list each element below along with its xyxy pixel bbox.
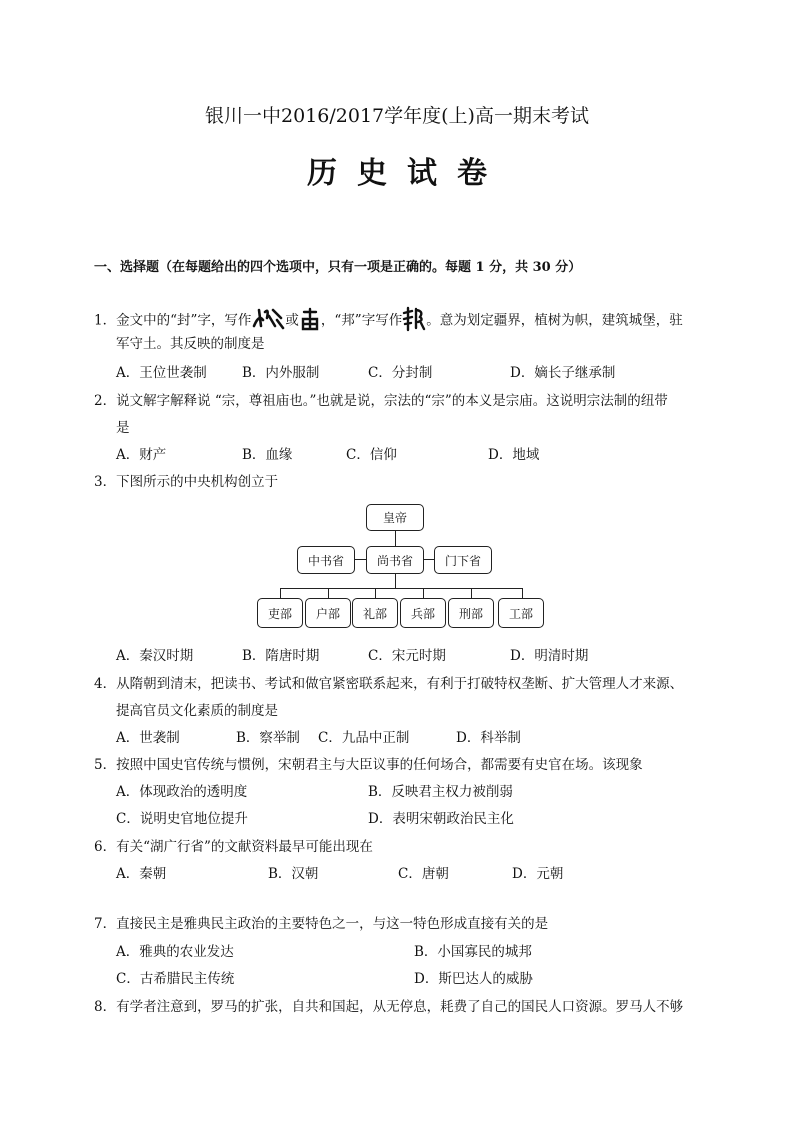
q5-option-b: B．反映君主权力被削弱	[368, 784, 513, 800]
question-text-or: 或	[285, 312, 299, 329]
question-7-line-1	[94, 912, 548, 932]
q1-option-a: A．王位世袭制	[116, 365, 207, 381]
org-node-shangshu: 尚书省	[366, 546, 424, 574]
q6-option-c: C．唐朝	[398, 866, 449, 882]
q3-option-d: D．明清时期	[510, 648, 589, 664]
section-heading: 一、选择题（在每题给出的四个选项中，只有一项是正确的。每题 1 分，共 30 分）	[94, 260, 582, 275]
org-node-gongbu: 工部	[498, 598, 544, 628]
bronze-script-bang-glyph	[402, 306, 426, 336]
question-text: ，“邦”字写作	[320, 312, 403, 329]
question-text: 有学者注意到，罗马的扩张，自共和国起，从无停息，耗费了自己的国民人口资源。罗马人不够	[116, 999, 684, 1015]
q2-option-c: C．信仰	[346, 447, 397, 463]
question-4-line-1	[94, 672, 683, 692]
question-text: 有关“湖广行省”的文献资料最早可能出现在	[116, 839, 373, 855]
question-text: 说文解字解释说 “宗，尊祖庙也。”也就是说，宗法的“宗”的本义是宗庙。这说明宗法制的纽带	[116, 393, 668, 409]
question-number: 3．	[94, 474, 117, 490]
question-number: 1．	[94, 312, 117, 329]
q4-option-b: B．察举制	[236, 730, 300, 746]
q4-option-c: C．九品中正制	[318, 730, 410, 746]
question-4-line-2: 提高官员文化素质的制度是	[116, 703, 278, 719]
q5-option-d: D．表明宋朝政治民主化	[368, 811, 514, 827]
q3-option-c: C．宋元时期	[368, 648, 446, 664]
org-connector	[280, 588, 281, 598]
question-8-line-1	[94, 995, 683, 1015]
q2-option-b: B．血缘	[242, 447, 293, 463]
org-node-libu-rites: 礼部	[352, 598, 398, 628]
question-2-line-2: 是	[116, 420, 130, 436]
question-3-line-1	[94, 470, 278, 490]
org-connector	[395, 574, 396, 588]
exam-subtitle: 历史试卷	[307, 156, 507, 191]
exam-title: 银川一中2016/2017学年度(上)高一期末考试	[205, 105, 589, 127]
q1-option-d: D．嫡长子继承制	[510, 365, 616, 381]
q2-option-d: D．地域	[488, 447, 540, 463]
org-connector	[424, 559, 434, 560]
q6-option-d: D．元朝	[512, 866, 564, 882]
q7-option-d: D．斯巴达人的威胁	[414, 971, 533, 987]
org-connector	[522, 588, 523, 598]
org-node-hubu: 户部	[305, 598, 351, 628]
bronze-script-feng-glyph-2	[299, 307, 321, 335]
q6-option-b: B．汉朝	[268, 866, 319, 882]
q4-option-d: D．科举制	[456, 730, 521, 746]
q6-option-a: A．秦朝	[116, 866, 167, 882]
q5-option-a: A．体现政治的透明度	[116, 784, 248, 800]
question-number: 2．	[94, 393, 117, 409]
q7-option-b: B．小国寡民的城邦	[414, 944, 532, 960]
question-text: 从隋朝到清末，把读书、考试和做官紧密联系起来，有利于打破特权垄断、扩大管理人才来源、	[116, 676, 684, 692]
org-connector	[355, 559, 366, 560]
org-connector	[280, 588, 523, 589]
q4-option-a: A．世袭制	[116, 730, 180, 746]
q1-option-c: C．分封制	[368, 365, 433, 381]
question-number: 7．	[94, 916, 117, 932]
question-text: 下图所示的中央机构创立于	[116, 474, 279, 490]
org-connector	[328, 588, 329, 598]
question-5-line-1	[94, 753, 643, 773]
org-node-zhongshu: 中书省	[297, 546, 355, 574]
question-6-line-1	[94, 835, 373, 855]
org-connector	[423, 588, 424, 598]
q3-option-a: A．秦汉时期	[116, 648, 194, 664]
q2-option-a: A．财产	[116, 447, 167, 463]
org-connector	[375, 588, 376, 598]
org-node-libu-personnel: 吏部	[257, 598, 303, 628]
q7-option-c: C．古希腊民主传统	[116, 971, 235, 987]
org-connector	[395, 531, 396, 546]
question-text: 按照中国史官传统与惯例，宋朝君主与大臣议事的任何场合，都需要有史官在场。该现象	[116, 757, 643, 773]
question-text: 直接民主是雅典民主政治的主要特色之一，与这一特色形成直接有关的是	[116, 916, 549, 932]
question-2-line-1	[94, 389, 668, 409]
question-text: 金文中的“封”字，写作	[116, 312, 252, 329]
org-connector	[471, 588, 472, 598]
q7-option-a: A．雅典的农业发达	[116, 944, 234, 960]
q1-option-b: B．内外服制	[242, 365, 320, 381]
org-node-menxia: 门下省	[434, 546, 492, 574]
question-number: 6．	[94, 839, 117, 855]
question-number: 5．	[94, 757, 117, 773]
org-node-bingbu: 兵部	[400, 598, 446, 628]
q5-option-c: C．说明史官地位提升	[116, 811, 248, 827]
q3-option-b: B．隋唐时期	[242, 648, 320, 664]
question-number: 8．	[94, 999, 117, 1015]
org-node-emperor: 皇帝	[366, 504, 424, 531]
question-text: 。意为划定疆界，植树为帜，建筑城堡，驻	[426, 312, 683, 329]
question-number: 4．	[94, 676, 117, 692]
org-node-xingbu: 刑部	[448, 598, 494, 628]
question-1-line-2: 军守土。其反映的制度是	[116, 336, 265, 352]
